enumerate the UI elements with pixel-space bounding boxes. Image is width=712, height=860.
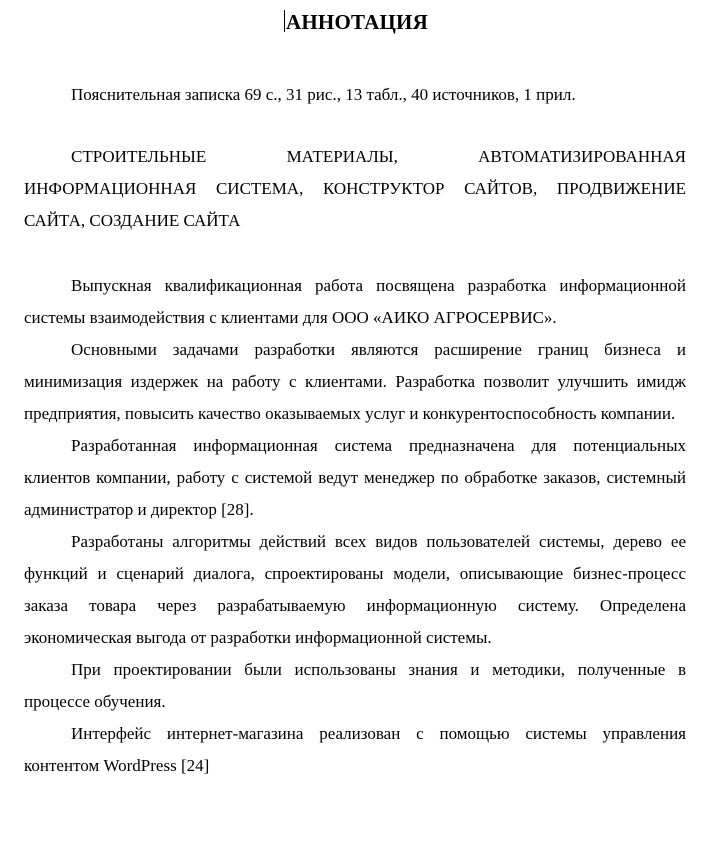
document-summary: Пояснительная записка 69 с., 31 рис., 13 табл., 40 источников, 1 прил. bbox=[71, 85, 576, 104]
document-body bbox=[24, 270, 686, 782]
document-title: АННОТАЦИЯ bbox=[286, 10, 428, 34]
document-title-line bbox=[0, 8, 712, 36]
paragraph: Разработанная информационная система предназначена для потенциальных клиентов компании, работу с системой ведут менеджер по обработке заказов, системный администратор и директор [28]. bbox=[24, 436, 686, 519]
paragraph: При проектировании были использованы знания и методики, полученные в процессе обучения. bbox=[24, 660, 686, 711]
paragraph: Основными задачами разработки являются расширение границ бизнеса и минимизация издержек на работу с клиентами. Разработка позволит улучшить имидж предприятия, повысить качество оказываемых услуг и конкурентоспособность компании. bbox=[24, 340, 686, 423]
text-cursor bbox=[284, 10, 285, 32]
paragraph: Выпускная квалификационная работа посвящена разработка информационной системы взаимодействия с клиентами для ООО «АИКО АГРОСЕРВИС». bbox=[24, 276, 686, 327]
paragraph: Интерфейс интернет-магазина реализован с помощью системы управления контентом WordPress [24] bbox=[24, 724, 686, 775]
paragraph: Разработаны алгоритмы действий всех видов пользователей системы, дерево ее функций и сценарий диалога, спроектированы модели, описывающие бизнес-процесс заказа товара через разрабатываемую информационную систему. Определена экономическая выгода от разработки информационной системы. bbox=[24, 532, 686, 647]
document-keywords: СТРОИТЕЛЬНЫЕ МАТЕРИАЛЫ, АВТОМАТИЗИРОВАННАЯ ИНФОРМАЦИОННАЯ СИСТЕМА, КОНСТРУКТОР САЙТОВ, ПРОДВИЖЕНИЕ САЙТА, СОЗДАНИЕ САЙТА bbox=[24, 147, 686, 230]
